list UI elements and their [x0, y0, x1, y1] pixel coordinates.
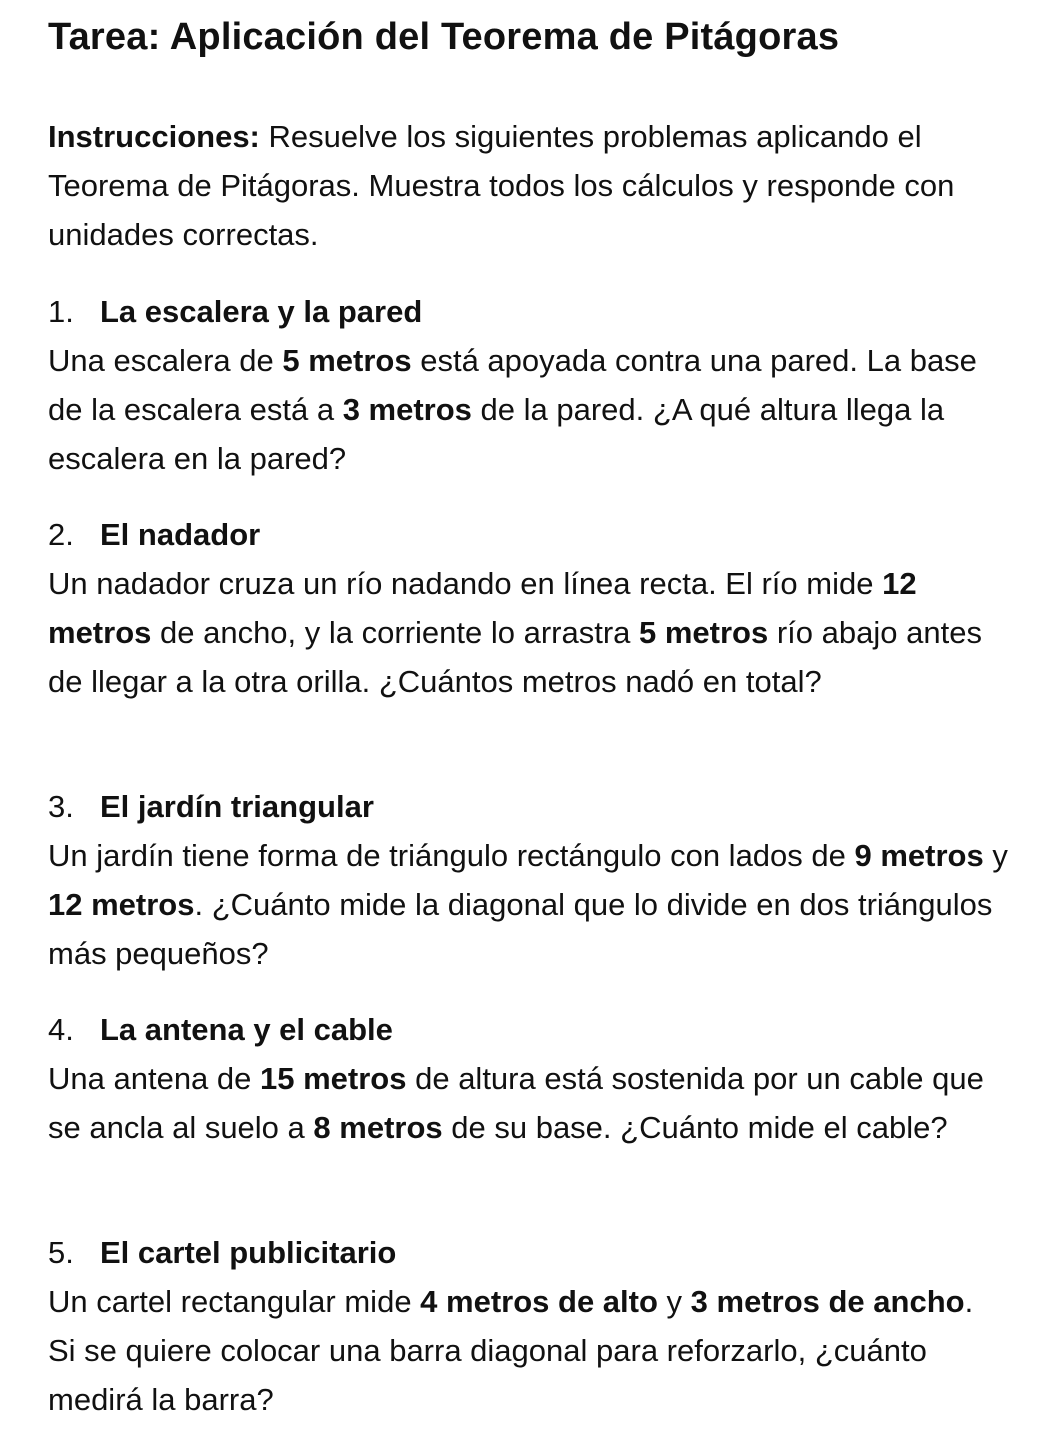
- problem-text-fragment: río abajo antes de llegar a la otra orilla. ¿Cuántos metros nadó en total?: [48, 615, 982, 699]
- problem-item: [48, 782, 1008, 978]
- problem-value: 12 metros: [48, 887, 195, 922]
- problem-text: [48, 559, 1008, 706]
- problem-heading: [48, 287, 1008, 336]
- problem-value: 15 metros: [260, 1061, 407, 1096]
- problem-value: 9 metros: [854, 838, 984, 873]
- problem-number: 4.: [48, 1012, 74, 1047]
- problem-heading: [48, 510, 1008, 559]
- problem-item: [48, 1005, 1008, 1152]
- problem-text-fragment: de la pared. ¿A qué altura llega la escalera en la pared?: [48, 392, 945, 476]
- problem-item: [48, 1228, 1008, 1424]
- problem-text-fragment: de su base. ¿Cuánto mide el cable?: [442, 1110, 948, 1145]
- problem-title: La escalera y la pared: [100, 294, 423, 329]
- problem-title: El jardín triangular: [100, 789, 374, 824]
- problem-text-fragment: Una antena de: [48, 1061, 261, 1096]
- page-title: Tarea: Aplicación del Teorema de Pitágoras: [48, 16, 840, 58]
- problem-heading: [48, 782, 1008, 831]
- problem-value: 12 metros: [48, 566, 917, 650]
- problem-value: 5 metros: [639, 615, 769, 650]
- problem-heading: [48, 1228, 1008, 1277]
- instructions-text: Resuelve los siguientes problemas aplicando el Teorema de Pitágoras. Muestra todos los cálculos y responde con unidades correctas.: [48, 119, 955, 252]
- problem-text-fragment: Un cartel rectangular mide: [48, 1284, 421, 1319]
- instructions-label: Instrucciones:: [48, 119, 260, 154]
- problem-text-fragment: de altura está sostenida por un cable que se ancla al suelo a: [48, 1061, 984, 1145]
- problem-title: El nadador: [100, 517, 261, 552]
- problem-item: [48, 287, 1008, 483]
- problem-heading: [48, 1005, 1008, 1054]
- problem-text-fragment: . Si se quiere colocar una barra diagonal para reforzarlo, ¿cuánto medirá la barra?: [48, 1284, 974, 1417]
- problem-value: 3 metros: [342, 392, 472, 427]
- problem-value: 4 metros de alto: [420, 1284, 658, 1319]
- problem-text-fragment: está apoyada contra una pared. La base de la escalera está a: [48, 343, 977, 427]
- problem-text-fragment: Un jardín tiene forma de triángulo rectángulo con lados de: [48, 838, 855, 873]
- problem-text-fragment: y: [983, 838, 1008, 873]
- problem-text-fragment: y: [657, 1284, 691, 1319]
- problem-text-fragment: . ¿Cuánto mide la diagonal que lo divide en dos triángulos más pequeños?: [48, 887, 993, 971]
- problem-text-fragment: Una escalera de: [48, 343, 283, 378]
- problem-number: 1.: [48, 294, 74, 329]
- problem-text: [48, 1277, 1008, 1424]
- problem-item: [48, 510, 1008, 706]
- problem-text: [48, 336, 1008, 483]
- problem-number: 5.: [48, 1235, 74, 1270]
- problem-title: La antena y el cable: [100, 1012, 393, 1047]
- problem-text: [48, 831, 1008, 978]
- problem-number: 2.: [48, 517, 74, 552]
- problem-text: [48, 1054, 1008, 1152]
- problem-value: 5 metros: [282, 343, 412, 378]
- instructions-paragraph: [48, 112, 998, 259]
- problem-number: 3.: [48, 789, 74, 824]
- problem-title: El cartel publicitario: [100, 1235, 397, 1270]
- problem-value: 3 metros de ancho: [690, 1284, 965, 1319]
- problem-value: 8 metros: [313, 1110, 443, 1145]
- problem-text-fragment: Un nadador cruza un río nadando en línea recta. El río mide: [48, 566, 883, 601]
- problem-text-fragment: de ancho, y la corriente lo arrastra: [151, 615, 640, 650]
